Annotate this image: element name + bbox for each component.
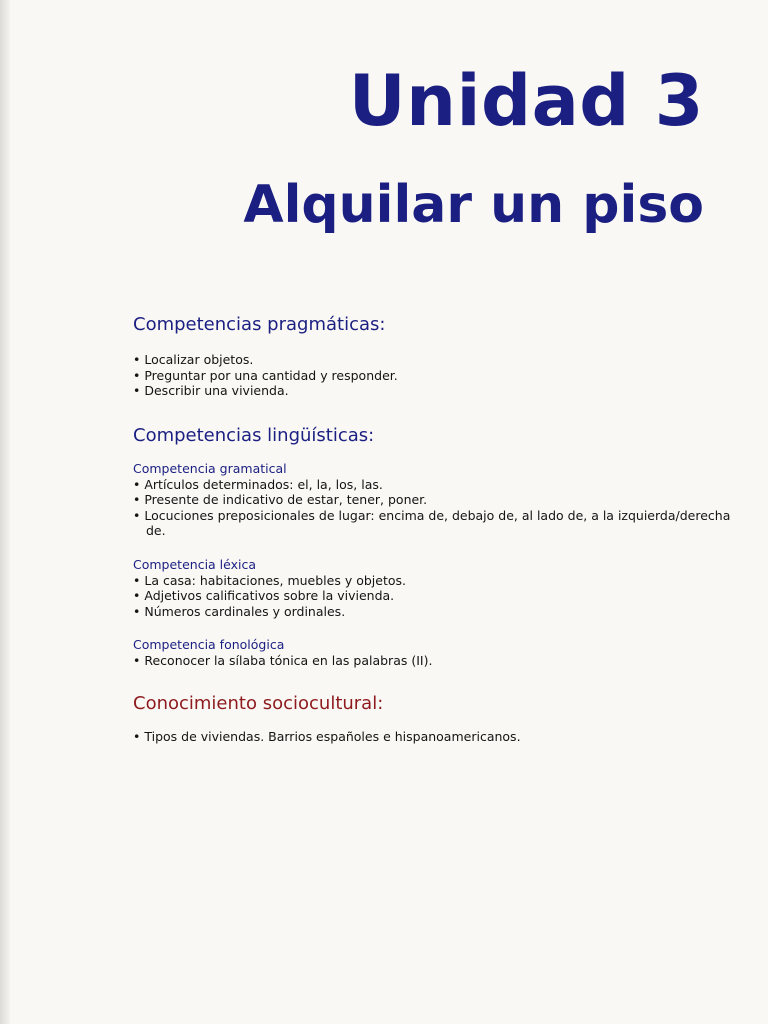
pragmatic-list [133, 352, 733, 399]
unit-number-title: Unidad 3 [348, 60, 704, 142]
list-item: • Tipos de viviendas. Barrios españoles e hispanoamericanos. [133, 729, 733, 745]
lexical-subheading: Competencia léxica [133, 556, 257, 572]
list-item: • La casa: habitaciones, muebles y objetos. [133, 573, 733, 589]
page-spine-shadow [0, 0, 10, 1024]
phonological-list [133, 653, 733, 669]
list-item: • Adjetivos calificativos sobre la vivienda. [133, 588, 733, 604]
grammar-list [133, 477, 733, 539]
linguistic-heading: Competencias lingüísticas: [133, 424, 375, 446]
list-item: • Presente de indicativo de estar, tener, poner. [133, 492, 733, 508]
list-item: • Preguntar por una cantidad y responder. [133, 368, 733, 384]
sociocultural-heading: Conocimiento sociocultural: [133, 692, 384, 714]
lexical-list [133, 573, 733, 620]
unit-content [133, 312, 733, 744]
unit-subtitle: Alquilar un piso [243, 175, 704, 235]
list-item: • Reconocer la sílaba tónica en las palabras (II). [133, 653, 733, 669]
pragmatic-heading: Competencias pragmáticas: [133, 314, 386, 335]
sociocultural-list [133, 729, 733, 745]
list-item: • Números cardinales y ordinales. [133, 604, 733, 620]
phonological-subheading: Competencia fonológica [133, 637, 285, 652]
list-item: • Artículos determinados: el, la, los, las. [133, 477, 733, 493]
list-item: • Locuciones preposicionales de lugar: encima de, debajo de, al lado de, a la izquierda/derecha de. [133, 508, 733, 539]
list-item: • Describir una vivienda. [133, 383, 733, 399]
list-item: • Localizar objetos. [133, 352, 733, 368]
grammar-subheading: Competencia gramatical [133, 460, 287, 476]
